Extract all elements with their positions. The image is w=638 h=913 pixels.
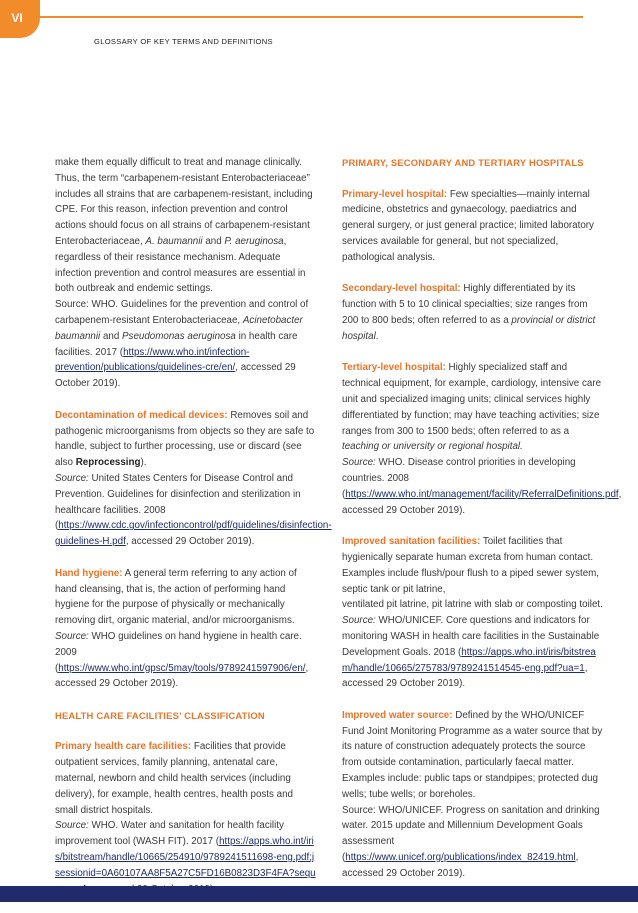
right-column bbox=[342, 155, 622, 897]
unicef-link[interactable]: https://www.unicef.org/publications/index_82419.html bbox=[345, 852, 576, 864]
tertiary-hospital-entry: Tertiary-level hospital: Highly specialized staff and technical equipment, for example, cardiology, intensive care unit and specialized imaging units; clinical services highly differentiated by function; may have teaching activities; size ranges from 300 to 1500 beds; often referred to as a teaching or university or regional hospital. Source: WHO. Disease control priorities in developing countries. 2008 (https://www.who.int/management/facility/ReferralDefinitions.pdf, accessed 29 October 2019). bbox=[342, 362, 622, 516]
water-source-entry: Improved water source: Defined by the WHO/UNICEF Fund Joint Monitoring Programme as a water source that by its nature of construction adequately protects the source from outside contamination, particularly faecal matter. Examples include: public taps or standpipes; protected dug wells; tube wells; or boreholes. Source: WHO/UNICEF. Progress on sanitation and drinking water. 2015 update and Millennium Development Goals assessment (https://www.unicef.org/publications/index_82419.html, accessed 29 October 2019). bbox=[342, 709, 603, 879]
footer-band bbox=[0, 886, 638, 902]
who-referral-link[interactable]: https://www.who.int/management/facility/ReferralDefinitions.pdf bbox=[345, 488, 619, 500]
glossary-term: Tertiary-level hospital: bbox=[342, 362, 446, 374]
primary-health-care-entry: Primary health care facilities: Facilities that provide outpatient services, family planning, antenatal care, maternal, newborn and child health services (including delivery), for example, health centres, health posts and small district hospitals. Source: WHO. Water and sanitation for health facility improvement tool (WASH FIT). 2017 (https://apps.who.int/iris/bitstream/handle/10665/254910/9789241511698-eng.pdf;jsessionid=0A60107AA8F5A27C5FD16B0823D3F4FA?sequ bbox=[55, 739, 318, 897]
section-heading: PRIMARY, SECONDARY AND TERTIARY HOSPITALS bbox=[342, 157, 584, 168]
reprocessing-ref: Reprocessing bbox=[75, 457, 141, 469]
glossary-term: Hand hygiene: bbox=[55, 567, 123, 579]
primary-hospital-entry: Primary-level hospital: Few specialties—mainly internal medicine, obstetrics and gynaecology, paediatrics and general surgery, or just general practice; limited laboratory services available for general, but not specialized, pathological analysis. bbox=[342, 188, 594, 263]
who-wash-link[interactable]: https://apps.who.int/iris/bitstream/handle/10665/275783/9789241514545-eng.pdf?ua=1 bbox=[342, 646, 596, 674]
sanitation-entry: Improved sanitation facilities: Toilet facilities that hygienically separate human excreta from human contact. Examples include flush/pour flush to a piped sewer system, septic tank or pit latrine, ventilated pit latrine, pit latrine with slab or composting toilet. Source: WHO/UNICEF. Core questions and indicators for monitoring WASH in health care facilities in the Sustainable Development Goals. 2018 (https://apps.who.int/iris/bitstream/handle/10665/275783/9789241514545-eng.pdf?ua=1, accessed 29 October 2019). bbox=[342, 536, 603, 690]
cre-paragraph: make them equally difficult to treat and manage clinically. Thus, the term “carbapenem-resistant Enterobacteriaceae” includes all strains that are carbapenem-resistant, including CPE. For this reason, infection prevention and control actions should focus on all strains of carbapenem-resistant Enterobacteriaceae, A. baumannii and P. aeruginosa, regardless of their resistance mechanism. Adequate infection prevention and control measures are essential in both outbreak and endemic settings. Source: WHO. Guidelines for the prevention and control of carbapenem-resistant Enterobacteriaceae, Acinetobacter baumannii and Pseudomonas aeruginosa in health care facilities. 2017 (https://www.who.int/infection-prevention/publications/guidelines-cre/en/, accessed 29 October 2019). bbox=[55, 157, 313, 390]
left-column bbox=[55, 155, 332, 913]
who-hand-hygiene-link[interactable]: https://www.who.int/gpsc/5may/tools/9789241597906/en/ bbox=[58, 662, 306, 674]
glossary-term: Secondary-level hospital: bbox=[342, 283, 461, 295]
who-cre-link[interactable]: https://www.who.int/infection-prevention/publications/guidelines-cre/en/ bbox=[55, 346, 250, 374]
header-rule bbox=[40, 16, 583, 18]
glossary-term: Primary-level hospital: bbox=[342, 188, 448, 200]
page-number-badge bbox=[0, 0, 40, 38]
page-number: VI bbox=[11, 11, 23, 25]
hand-hygiene-entry: Hand hygiene: A general term referring to any action of hand cleansing, that is, the action of performing hand hygiene for the purpose of physically or mechanically removing dirt, organic material, and/or microorganisms. Source: WHO guidelines on hand hygiene in health care. 2009 (https://www.who.int/gpsc/5may/tools/9789241597906/en/, accessed 29 October 2019). bbox=[55, 567, 309, 690]
glossary-term: Improved sanitation facilities: bbox=[342, 536, 481, 548]
cdc-link[interactable]: https://www.cdc.gov/infectioncontrol/pdf/guidelines/disinfection-guidelines-H.pdf bbox=[55, 520, 332, 548]
decontamination-entry: Decontamination of medical devices: Removes soil and pathogenic microorganisms from objects so they are safe to handle, subject to further processing, use or discard (see also Reprocessing). Source: United States Centers for Disease Control and Prevention. Guidelines for disinfection and sterilization in healthcare facilities. 2008 (https://www.cdc.gov/infectioncontrol/pdf/guidelines/disinfection-guidelines-H.pdf, accessed 29 October 2019). bbox=[55, 409, 332, 548]
washfit-link[interactable]: https://apps.who.int/iris/bitstream/handle/10665/254910/9789241511698-eng.pdf;jsessionid=0A60107AA8F5A27C5FD16B0823D3F4FA?sequ bbox=[55, 836, 316, 879]
running-header: GLOSSARY OF KEY TERMS AND DEFINITIONS bbox=[94, 37, 273, 46]
glossary-term: Decontamination of medical devices: bbox=[55, 409, 228, 421]
glossary-term: Primary health care facilities: bbox=[55, 741, 192, 753]
glossary-term: Improved water source: bbox=[342, 709, 453, 721]
section-heading: HEALTH CARE FACILITIES’ CLASSIFICATION bbox=[55, 709, 265, 721]
secondary-hospital-entry: Secondary-level hospital: Highly differentiated by its function with 5 to 10 clinical specialties; size ranges from 200 to 800 beds; often referred to as a provincial or district hospital. bbox=[342, 283, 596, 342]
